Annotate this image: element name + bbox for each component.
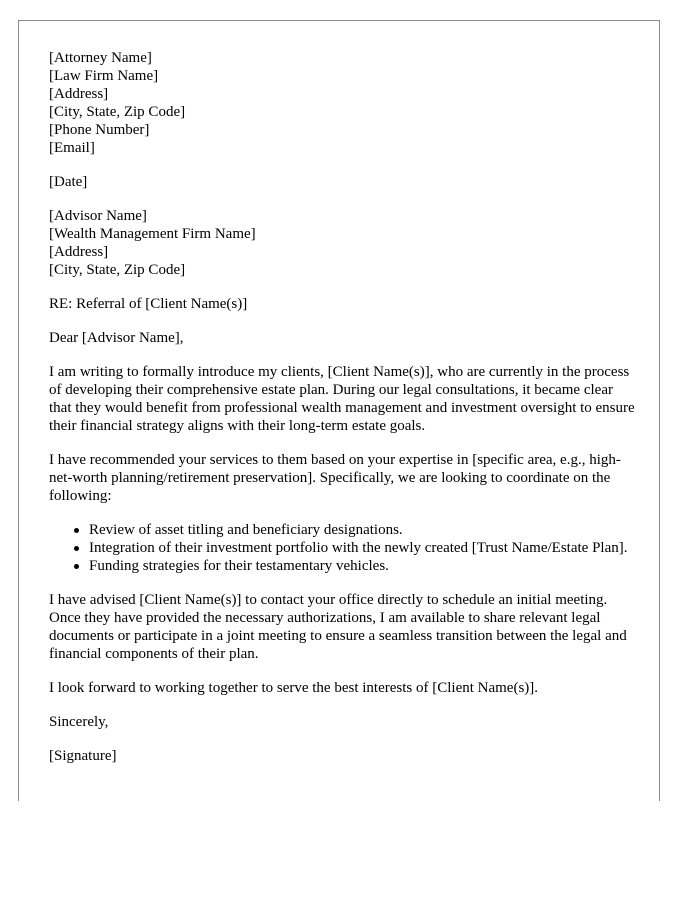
- sender-block: [49, 49, 639, 157]
- sender-email: [Email]: [49, 140, 95, 156]
- signature: [Signature]: [49, 748, 117, 764]
- list-item: [89, 521, 639, 539]
- coordination-list: [49, 521, 639, 575]
- letter-content: [49, 49, 639, 781]
- sender-phone: [Phone Number]: [49, 122, 150, 138]
- subject-line: RE: Referral of [Client Name(s)]: [49, 296, 248, 312]
- bullet-icon: [74, 528, 79, 533]
- sender-city-state-zip: [City, State, Zip Code]: [49, 104, 186, 120]
- recommendation-paragraph: I have recommended your services to them based on your expertise in [specific area, e.g., high-net-worth planning/retirement preservation]. Specifically, we are looking to coordinate on the following:: [49, 452, 621, 504]
- list-item: [89, 539, 639, 557]
- intro-paragraph: I am writing to formally introduce my clients, [Client Name(s)], who are currently in the process of developing their comprehensive estate plan. During our legal consultations, it became clear that they would benefit from professional wealth management and investment oversight to ensure their financial strategy aligns with their long-term estate goals.: [49, 364, 635, 434]
- list-item-text: Review of asset titling and beneficiary designations.: [89, 522, 403, 538]
- recipient-block: [49, 207, 639, 279]
- sender-law-firm-name: [Law Firm Name]: [49, 68, 159, 84]
- recipient-city-state-zip: [City, State, Zip Code]: [49, 262, 186, 278]
- sender-attorney-name: [Attorney Name]: [49, 50, 152, 66]
- bullet-icon: [74, 546, 79, 551]
- letter-page: [18, 20, 660, 801]
- salutation: Dear [Advisor Name],: [49, 330, 184, 346]
- recipient-advisor-name: [Advisor Name]: [49, 208, 147, 224]
- letter-date: [Date]: [49, 174, 88, 190]
- list-item-text: Funding strategies for their testamentary vehicles.: [89, 558, 389, 574]
- date-block: [49, 173, 639, 191]
- next-steps-paragraph: I have advised [Client Name(s)] to contact your office directly to schedule an initial meeting. Once they have provided the necessary authorizations, I am available to share relevant legal documents or participate in a joint meeting to ensure a seamless transition between the legal and financial components of their plan.: [49, 592, 627, 662]
- list-item: [89, 557, 639, 575]
- sender-address: [Address]: [49, 86, 109, 102]
- bullet-icon: [74, 564, 79, 569]
- list-item-text: Integration of their investment portfolio with the newly created [Trust Name/Estate Plan].: [89, 540, 628, 556]
- closing-remark-paragraph: I look forward to working together to serve the best interests of [Client Name(s)].: [49, 680, 539, 696]
- recipient-address: [Address]: [49, 244, 109, 260]
- closing: Sincerely,: [49, 714, 109, 730]
- recipient-firm-name: [Wealth Management Firm Name]: [49, 226, 256, 242]
